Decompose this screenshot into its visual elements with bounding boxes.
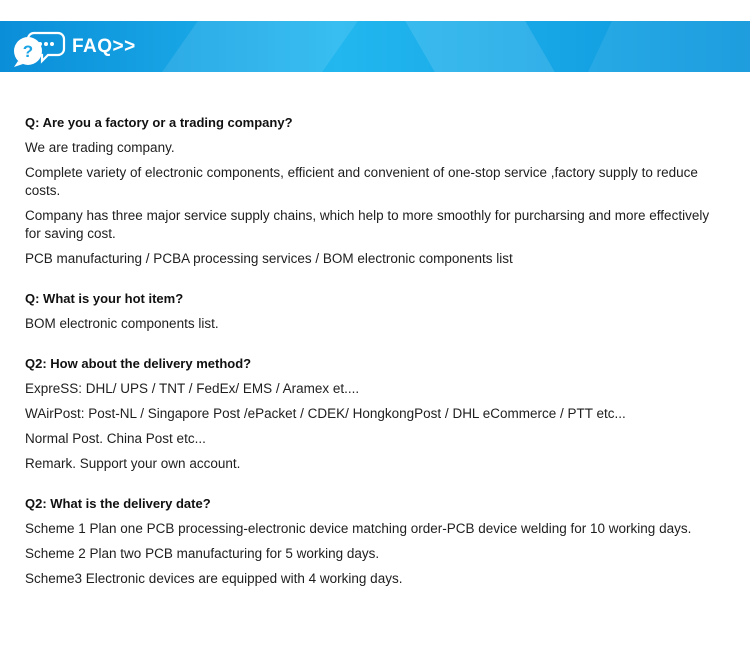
faq-answer: ExpreSS: DHL/ UPS / TNT / FedEx/ EMS / Aramex et....	[25, 381, 360, 396]
faq-answer: PCB manufacturing / PCBA processing services / BOM electronic components list	[25, 251, 513, 266]
faq-question: Q2: What is the delivery date?	[25, 496, 211, 511]
faq-question: Q2: How about the delivery method?	[25, 356, 252, 371]
faq-list	[25, 114, 725, 610]
faq-answer: Scheme 1 Plan one PCB processing-electronic device matching order-PCB device welding for 10 working days.	[25, 521, 692, 536]
faq-answer: Complete variety of electronic components, efficient and convenient of one-stop service ,factory supply to reduce costs.	[25, 165, 698, 198]
faq-answer: Scheme 2 Plan two PCB manufacturing for 5 working days.	[25, 546, 380, 561]
faq-answer: We are trading company.	[25, 140, 175, 155]
faq-banner	[0, 21, 750, 72]
banner-facet	[162, 21, 358, 72]
banner-facet	[588, 21, 750, 72]
svg-text:?: ?	[22, 42, 34, 61]
question-chat-bubble-icon	[10, 29, 66, 69]
faq-item	[25, 355, 725, 473]
faq-question: Q: Are you a factory or a trading company?	[25, 115, 293, 130]
faq-item	[25, 290, 725, 333]
faq-answer: WAirPost: Post-NL / Singapore Post /ePacket / CDEK/ HongkongPost / DHL eCommerce / PTT etc...	[25, 406, 626, 421]
faq-answer: Remark. Support your own account.	[25, 456, 241, 471]
faq-item	[25, 114, 725, 268]
faq-title: FAQ>>	[72, 36, 136, 57]
banner-facet	[405, 21, 554, 72]
faq-question: Q: What is your hot item?	[25, 291, 184, 306]
faq-answer: Scheme3 Electronic devices are equipped with 4 working days.	[25, 571, 403, 586]
faq-answer: Normal Post. China Post etc...	[25, 431, 206, 446]
faq-item	[25, 495, 725, 588]
faq-answer: BOM electronic components list.	[25, 316, 219, 331]
faq-answer: Company has three major service supply chains, which help to more smoothly for purcharsing and more effectively for saving cost.	[25, 208, 710, 241]
